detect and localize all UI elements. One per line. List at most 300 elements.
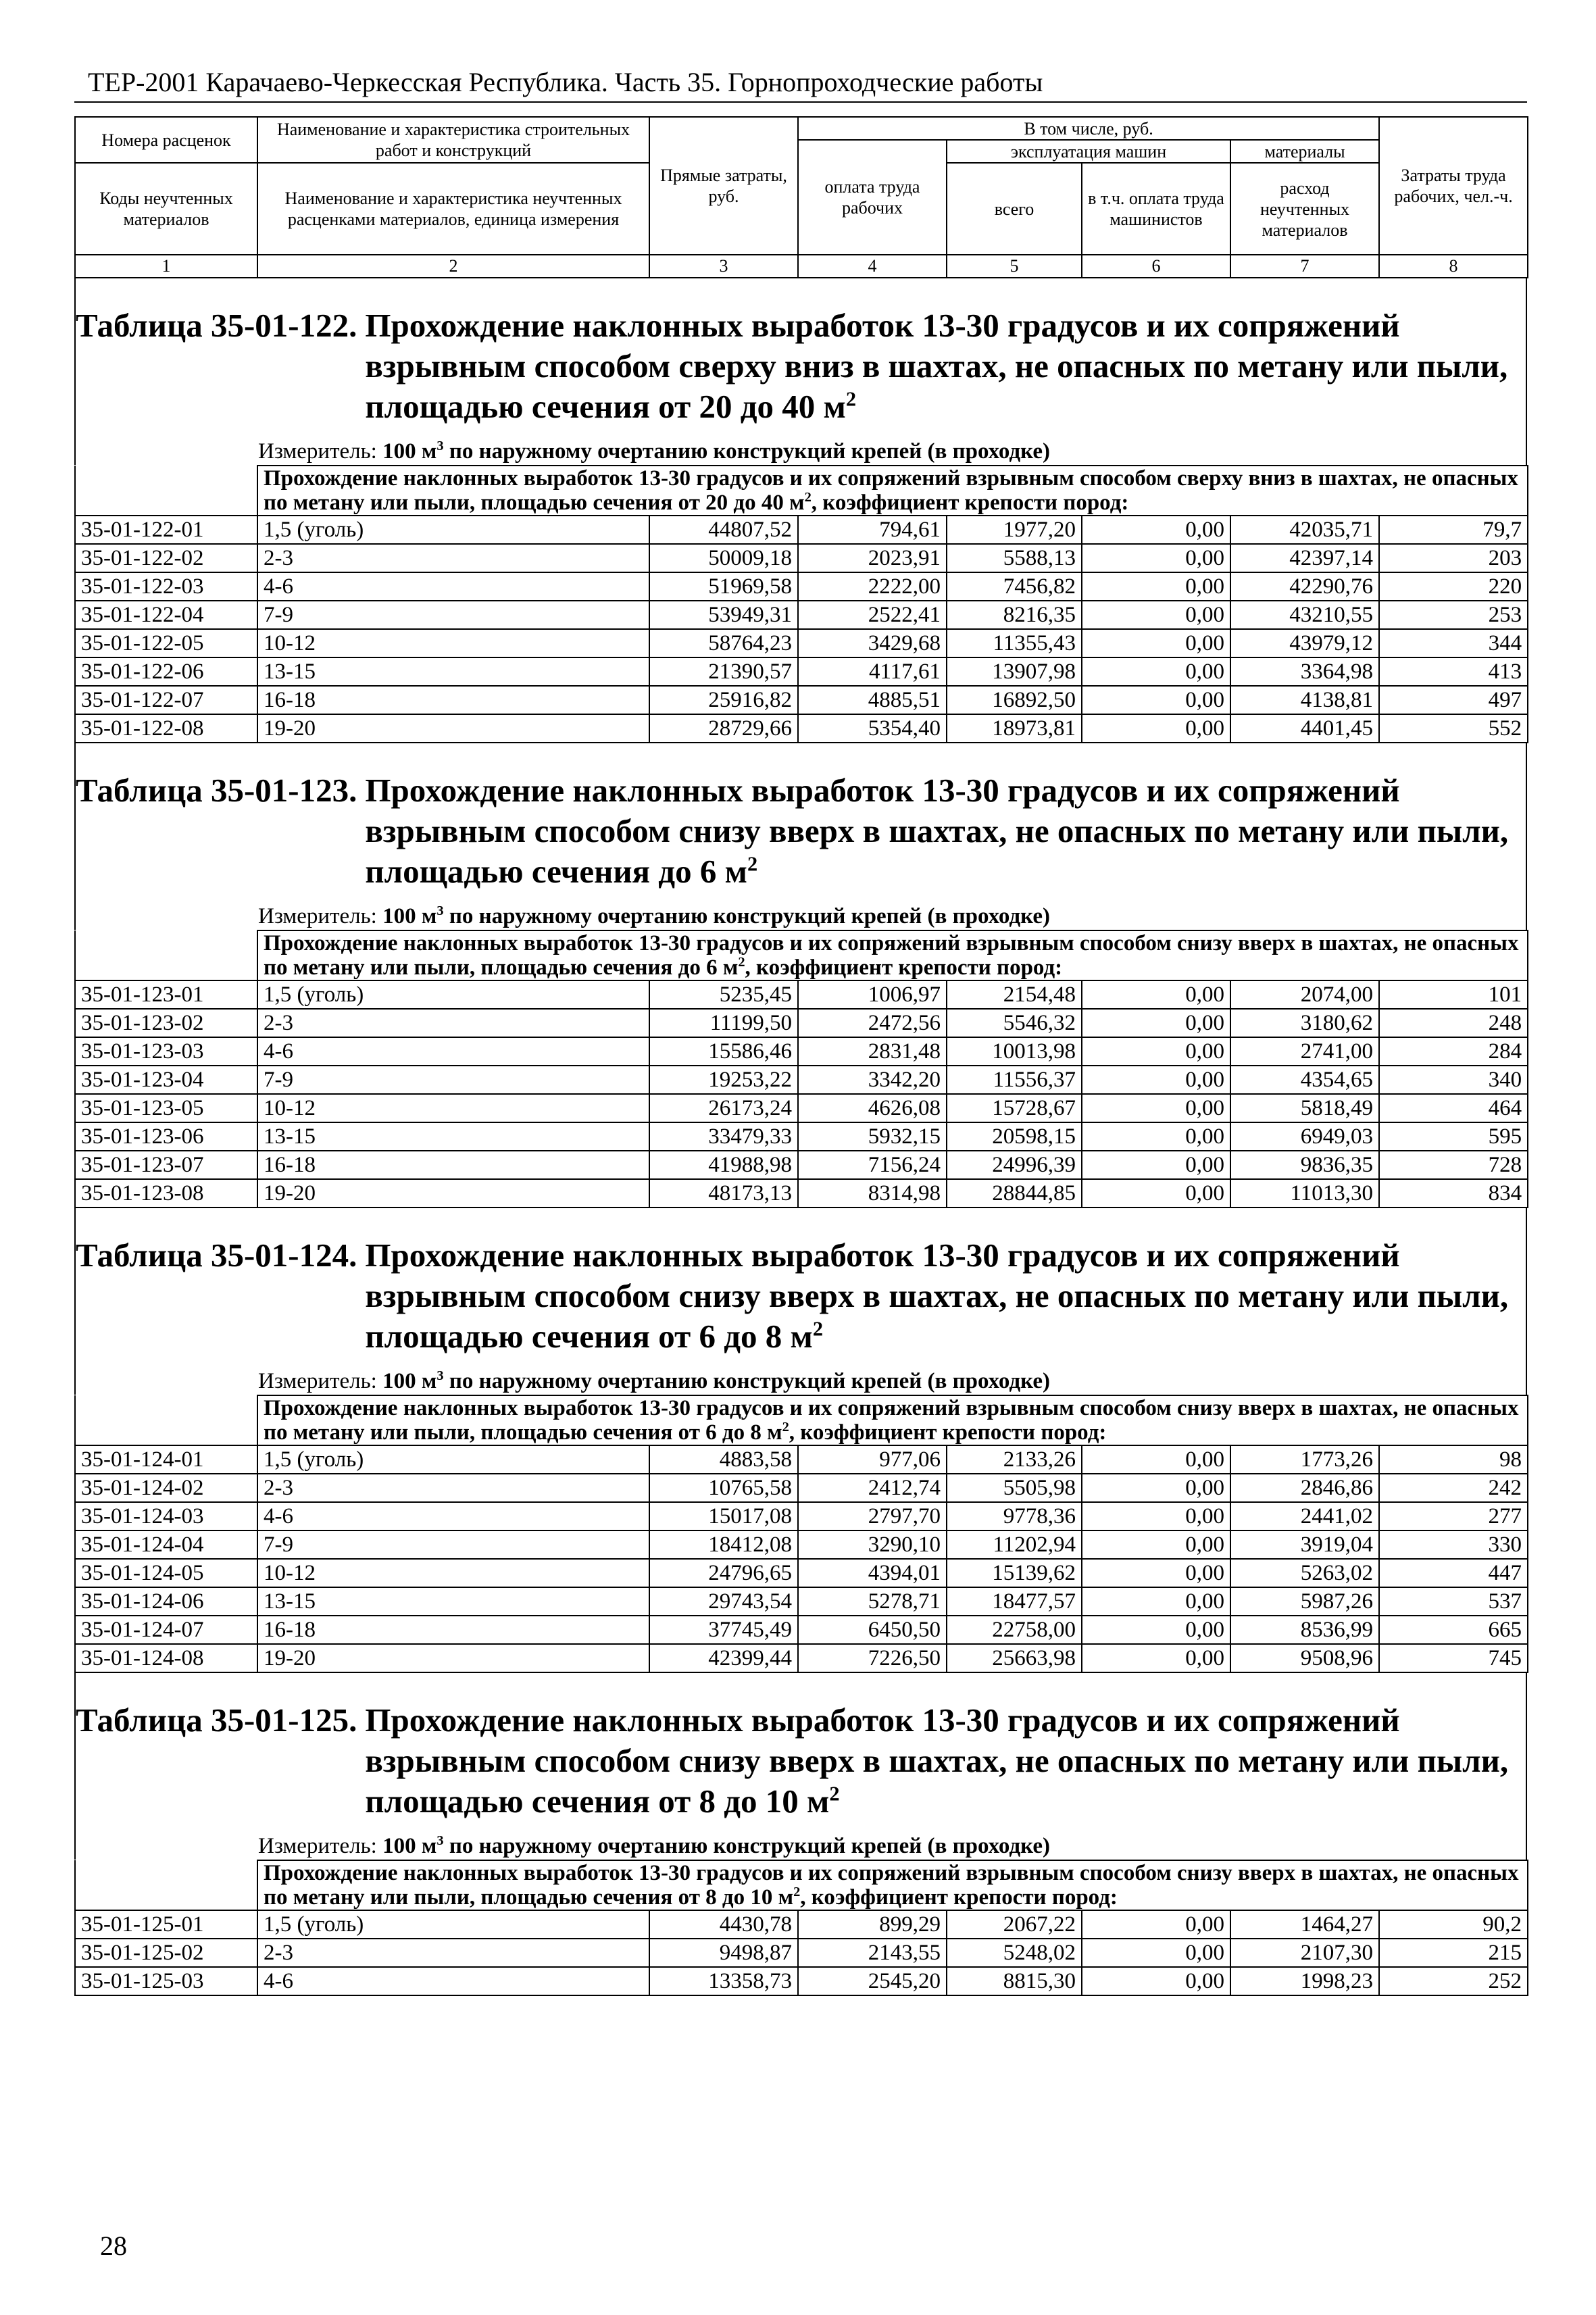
labor-hours-cell: 252: [1379, 1967, 1528, 1995]
rate-code-cell: 35-01-123-06: [75, 1122, 257, 1151]
direct-costs-cell: 15017,08: [649, 1502, 798, 1530]
rock-hardness-cell: 7-9: [257, 1066, 649, 1094]
operator-pay-cell: 0,00: [1082, 1939, 1230, 1967]
col-number: 6: [1082, 255, 1230, 278]
machine-total-cell: 11556,37: [947, 1066, 1082, 1094]
material-use-cell: 4138,81: [1230, 686, 1379, 714]
rate-code-cell: 35-01-124-06: [75, 1587, 257, 1616]
direct-costs-cell: 25916,82: [649, 686, 798, 714]
rock-hardness-cell: 2-3: [257, 544, 649, 572]
labor-hours-cell: 665: [1379, 1616, 1528, 1644]
col-header-materials: материалы: [1230, 140, 1379, 163]
rate-code-cell: 35-01-123-03: [75, 1037, 257, 1066]
labor-hours-cell: 344: [1379, 629, 1528, 657]
meter-unit: 100 м: [382, 1369, 437, 1393]
table-row: [75, 1910, 1528, 1939]
col-header-material-codes: Коды неучтенных материалов: [75, 163, 257, 255]
labor-hours-cell: 203: [1379, 544, 1528, 572]
meter-label: Измеритель:: [258, 1369, 383, 1393]
col-header-machine-ops: эксплуатация машин: [947, 140, 1230, 163]
rock-hardness-cell: 2-3: [257, 1939, 649, 1967]
direct-costs-cell: 21390,57: [649, 657, 798, 686]
rates-table: [74, 1395, 1528, 1673]
table-row: [75, 1474, 1528, 1502]
worker-pay-cell: 3342,20: [798, 1066, 947, 1094]
superscript: 2: [845, 387, 857, 411]
operator-pay-cell: 0,00: [1082, 686, 1230, 714]
direct-costs-cell: 4430,78: [649, 1910, 798, 1939]
col-header-material-names: Наименование и характеристика неучтенных расценками материалов, единица измерения: [257, 163, 649, 255]
labor-hours-cell: 215: [1379, 1939, 1528, 1967]
rate-code-cell: 35-01-122-07: [75, 686, 257, 714]
direct-costs-cell: 13358,73: [649, 1967, 798, 1995]
table-section: [74, 1673, 1527, 1860]
labor-hours-cell: 447: [1379, 1559, 1528, 1587]
superscript: 2: [782, 1420, 789, 1435]
rock-hardness-cell: 19-20: [257, 1179, 649, 1208]
rate-code-cell: 35-01-124-04: [75, 1530, 257, 1559]
direct-costs-cell: 41988,98: [649, 1151, 798, 1179]
rate-code-cell: 35-01-124-07: [75, 1616, 257, 1644]
table-title-text: Прохождение наклонных выработок 13-30 градусов и их сопряжений взрывным способом снизу вверх в шахтах, не опасных по метану или пыли, площадью сечения от 6 до 8 м: [365, 1237, 1509, 1355]
table-row: [75, 686, 1528, 714]
rate-code-cell: 35-01-124-03: [75, 1502, 257, 1530]
material-use-cell: 1773,26: [1230, 1445, 1379, 1474]
labor-hours-cell: 248: [1379, 1009, 1528, 1037]
parameter-description: Прохождение наклонных выработок 13-30 градусов и их сопряжений взрывным способом снизу вверх в шахтах, не опасных по метану или пыли, площадью сечения до 6 $м^2$, коэффициент крепости пород:: [257, 930, 1528, 980]
table-row: [75, 1939, 1528, 1967]
rate-code-cell: 35-01-124-05: [75, 1559, 257, 1587]
table-row: [75, 714, 1528, 743]
worker-pay-cell: 1006,97: [798, 980, 947, 1009]
material-use-cell: 2846,86: [1230, 1474, 1379, 1502]
labor-hours-cell: 220: [1379, 572, 1528, 601]
rate-code-cell: 35-01-122-04: [75, 601, 257, 629]
table-row: [75, 1445, 1528, 1474]
rate-code-cell: 35-01-124-08: [75, 1644, 257, 1672]
rate-code-cell: 35-01-123-01: [75, 980, 257, 1009]
column-header-table: [74, 116, 1528, 278]
machine-total-cell: 15139,62: [947, 1559, 1082, 1587]
operator-pay-cell: 0,00: [1082, 1502, 1230, 1530]
table-row: [75, 516, 1528, 544]
rates-table: [74, 465, 1528, 743]
material-use-cell: 6949,03: [1230, 1122, 1379, 1151]
meter-description: по наружному очертанию конструкций крепей (в проходке): [443, 1834, 1050, 1858]
col-number: 4: [798, 255, 947, 278]
labor-hours-cell: 284: [1379, 1037, 1528, 1066]
direct-costs-cell: 11199,50: [649, 1009, 798, 1037]
operator-pay-cell: 0,00: [1082, 1587, 1230, 1616]
unit-of-measure: [258, 903, 1526, 930]
unit-of-measure: [258, 1833, 1526, 1860]
table-number: Таблица 35-01-125.: [76, 1701, 357, 1739]
table-row: [75, 1151, 1528, 1179]
table-title-text: Прохождение наклонных выработок 13-30 градусов и их сопряжений взрывным способом сверху вниз в шахтах, не опасных по метану или пыли, площадью сечения от 20 до 40 м: [365, 307, 1508, 425]
direct-costs-cell: 19253,22: [649, 1066, 798, 1094]
rock-hardness-cell: 16-18: [257, 1151, 649, 1179]
operator-pay-cell: 0,00: [1082, 544, 1230, 572]
direct-costs-cell: 44807,52: [649, 516, 798, 544]
labor-hours-cell: 537: [1379, 1587, 1528, 1616]
operator-pay-cell: 0,00: [1082, 1037, 1230, 1066]
rate-code-cell: 35-01-122-06: [75, 657, 257, 686]
labor-hours-cell: 413: [1379, 657, 1528, 686]
meter-unit: 100 м: [382, 439, 437, 464]
material-use-cell: 8536,99: [1230, 1616, 1379, 1644]
machine-total-cell: 13907,98: [947, 657, 1082, 686]
worker-pay-cell: 2143,55: [798, 1939, 947, 1967]
operator-pay-cell: 0,00: [1082, 657, 1230, 686]
rate-code-cell: 35-01-125-01: [75, 1910, 257, 1939]
material-use-cell: 9508,96: [1230, 1644, 1379, 1672]
worker-pay-cell: 2797,70: [798, 1502, 947, 1530]
operator-pay-cell: 0,00: [1082, 1530, 1230, 1559]
rate-code-cell: 35-01-123-08: [75, 1179, 257, 1208]
table-row: [75, 980, 1528, 1009]
table-row: [75, 1094, 1528, 1122]
machine-total-cell: 8216,35: [947, 601, 1082, 629]
rate-code-cell: 35-01-122-02: [75, 544, 257, 572]
col-header-including: В том числе, руб.: [798, 117, 1379, 140]
labor-hours-cell: 728: [1379, 1151, 1528, 1179]
operator-pay-cell: 0,00: [1082, 1967, 1230, 1995]
machine-total-cell: 22758,00: [947, 1616, 1082, 1644]
direct-costs-cell: 33479,33: [649, 1122, 798, 1151]
header-rule: [74, 101, 1527, 103]
worker-pay-cell: 5932,15: [798, 1122, 947, 1151]
machine-total-cell: 28844,85: [947, 1179, 1082, 1208]
page-number: 28: [100, 2231, 127, 2261]
col-header-operator-pay: в т.ч. оплата труда машинистов: [1082, 163, 1230, 255]
col-header-machine-total: всего: [947, 163, 1082, 255]
table-title-text: Прохождение наклонных выработок 13-30 градусов и их сопряжений взрывным способом снизу вверх в шахтах, не опасных по метану или пыли, площадью сечения до 6 м: [365, 772, 1509, 890]
parameter-description: Прохождение наклонных выработок 13-30 градусов и их сопряжений взрывным способом сверху вниз в шахтах, не опасных по метану или пыли, площадью сечения от 20 до 40 $м^2$, коэффициент крепости пород:: [257, 466, 1528, 516]
worker-pay-cell: 899,29: [798, 1910, 947, 1939]
worker-pay-cell: 5278,71: [798, 1587, 947, 1616]
table-row: [75, 657, 1528, 686]
superscript: 3: [437, 1368, 444, 1383]
machine-total-cell: 5588,13: [947, 544, 1082, 572]
operator-pay-cell: 0,00: [1082, 1179, 1230, 1208]
table-row: [75, 1066, 1528, 1094]
operator-pay-cell: 0,00: [1082, 1066, 1230, 1094]
rate-code-cell: 35-01-123-04: [75, 1066, 257, 1094]
table-row: [75, 1616, 1528, 1644]
labor-hours-cell: 277: [1379, 1502, 1528, 1530]
rock-hardness-cell: 2-3: [257, 1474, 649, 1502]
labor-hours-cell: 98: [1379, 1445, 1528, 1474]
worker-pay-cell: 8314,98: [798, 1179, 947, 1208]
rock-hardness-cell: 4-6: [257, 1502, 649, 1530]
material-use-cell: 43979,12: [1230, 629, 1379, 657]
table-number: Таблица 35-01-123.: [76, 772, 357, 809]
machine-total-cell: 8815,30: [947, 1967, 1082, 1995]
rate-code-cell: 35-01-123-02: [75, 1009, 257, 1037]
table-row: [75, 1559, 1528, 1587]
meter-description: по наружному очертанию конструкций крепей (в проходке): [443, 1369, 1050, 1393]
rock-hardness-cell: 7-9: [257, 601, 649, 629]
material-use-cell: 2107,30: [1230, 1939, 1379, 1967]
table-section: [74, 1208, 1527, 1395]
worker-pay-cell: 5354,40: [798, 714, 947, 743]
labor-hours-cell: 745: [1379, 1644, 1528, 1672]
table-row: [75, 601, 1528, 629]
machine-total-cell: 10013,98: [947, 1037, 1082, 1066]
rock-hardness-cell: 1,5 (уголь): [257, 1445, 649, 1474]
labor-hours-cell: 464: [1379, 1094, 1528, 1122]
superscript: 3: [437, 1833, 444, 1848]
direct-costs-cell: 26173,24: [649, 1094, 798, 1122]
material-use-cell: 1464,27: [1230, 1910, 1379, 1939]
material-use-cell: 42290,76: [1230, 572, 1379, 601]
superscript: 2: [738, 955, 745, 970]
labor-hours-cell: 90,2: [1379, 1910, 1528, 1939]
operator-pay-cell: 0,00: [1082, 1122, 1230, 1151]
material-use-cell: 2741,00: [1230, 1037, 1379, 1066]
parameter-row: [75, 930, 1528, 980]
worker-pay-cell: 794,61: [798, 516, 947, 544]
operator-pay-cell: 0,00: [1082, 1009, 1230, 1037]
direct-costs-cell: 50009,18: [649, 544, 798, 572]
worker-pay-cell: 4394,01: [798, 1559, 947, 1587]
parameter-row: [75, 1395, 1528, 1445]
meter-description: по наружному очертанию конструкций крепей (в проходке): [443, 904, 1050, 928]
worker-pay-cell: 3429,68: [798, 629, 947, 657]
col-number: 1: [75, 255, 257, 278]
unit-of-measure: [258, 1368, 1526, 1395]
col-number: 7: [1230, 255, 1379, 278]
labor-hours-cell: 101: [1379, 980, 1528, 1009]
material-use-cell: 9836,35: [1230, 1151, 1379, 1179]
operator-pay-cell: 0,00: [1082, 1094, 1230, 1122]
operator-pay-cell: 0,00: [1082, 1474, 1230, 1502]
machine-total-cell: 5505,98: [947, 1474, 1082, 1502]
worker-pay-cell: 7156,24: [798, 1151, 947, 1179]
rates-table: [74, 1860, 1528, 1996]
operator-pay-cell: 0,00: [1082, 601, 1230, 629]
table-row: [75, 1009, 1528, 1037]
table-number: Таблица 35-01-122.: [76, 307, 357, 344]
meter-label: Измеритель:: [258, 1834, 383, 1858]
rock-hardness-cell: 4-6: [257, 1037, 649, 1066]
page-header: ТЕР-2001 Карачаево-Черкесская Республика. Часть 35. Горнопроходческие работы: [88, 67, 1043, 97]
machine-total-cell: 2154,48: [947, 980, 1082, 1009]
rate-code-cell: 35-01-125-03: [75, 1967, 257, 1995]
col-number: 8: [1379, 255, 1528, 278]
direct-costs-cell: 58764,23: [649, 629, 798, 657]
labor-hours-cell: 834: [1379, 1179, 1528, 1208]
direct-costs-cell: 37745,49: [649, 1616, 798, 1644]
material-use-cell: 11013,30: [1230, 1179, 1379, 1208]
machine-total-cell: 2133,26: [947, 1445, 1082, 1474]
machine-total-cell: 7456,82: [947, 572, 1082, 601]
worker-pay-cell: 977,06: [798, 1445, 947, 1474]
worker-pay-cell: 6450,50: [798, 1616, 947, 1644]
col-header-direct-costs: Прямые затраты, руб.: [649, 117, 798, 255]
direct-costs-cell: 5235,45: [649, 980, 798, 1009]
superscript: 2: [747, 852, 758, 876]
operator-pay-cell: 0,00: [1082, 1559, 1230, 1587]
material-use-cell: 5818,49: [1230, 1094, 1379, 1122]
operator-pay-cell: 0,00: [1082, 629, 1230, 657]
material-use-cell: 43210,55: [1230, 601, 1379, 629]
rock-hardness-cell: 13-15: [257, 1122, 649, 1151]
table-title: [76, 770, 1526, 892]
operator-pay-cell: 0,00: [1082, 980, 1230, 1009]
operator-pay-cell: 0,00: [1082, 1616, 1230, 1644]
material-use-cell: 3919,04: [1230, 1530, 1379, 1559]
rock-hardness-cell: 4-6: [257, 1967, 649, 1995]
material-use-cell: 2074,00: [1230, 980, 1379, 1009]
machine-total-cell: 20598,15: [947, 1122, 1082, 1151]
superscript: 3: [437, 903, 444, 918]
machine-total-cell: 18973,81: [947, 714, 1082, 743]
direct-costs-cell: 15586,46: [649, 1037, 798, 1066]
material-use-cell: 1998,23: [1230, 1967, 1379, 1995]
superscript: 3: [437, 439, 444, 453]
rate-code-cell: 35-01-122-05: [75, 629, 257, 657]
operator-pay-cell: 0,00: [1082, 714, 1230, 743]
machine-total-cell: 5546,32: [947, 1009, 1082, 1037]
material-use-cell: 4354,65: [1230, 1066, 1379, 1094]
table-row: [75, 1037, 1528, 1066]
table-title: [76, 1700, 1526, 1822]
parameter-description: Прохождение наклонных выработок 13-30 градусов и их сопряжений взрывным способом снизу вверх в шахтах, не опасных по метану или пыли, площадью сечения от 8 до 10 $м^2$, коэффициент крепости пород:: [257, 1860, 1528, 1910]
parameter-description: Прохождение наклонных выработок 13-30 градусов и их сопряжений взрывным способом снизу вверх в шахтах, не опасных по метану или пыли, площадью сечения от 6 до 8 $м^2$, коэффициент крепости пород:: [257, 1395, 1528, 1445]
direct-costs-cell: 4883,58: [649, 1445, 798, 1474]
direct-costs-cell: 28729,66: [649, 714, 798, 743]
table-title: [76, 305, 1526, 427]
worker-pay-cell: 4117,61: [798, 657, 947, 686]
table-number: Таблица 35-01-124.: [76, 1237, 357, 1274]
material-use-cell: 2441,02: [1230, 1502, 1379, 1530]
direct-costs-cell: 18412,08: [649, 1530, 798, 1559]
col-header-work-name: Наименование и характеристика строительных работ и конструкций: [257, 117, 649, 163]
material-use-cell: 42397,14: [1230, 544, 1379, 572]
machine-total-cell: 11202,94: [947, 1530, 1082, 1559]
table-row: [75, 1967, 1528, 1995]
machine-total-cell: 24996,39: [947, 1151, 1082, 1179]
material-use-cell: 5987,26: [1230, 1587, 1379, 1616]
rock-hardness-cell: 7-9: [257, 1530, 649, 1559]
rock-hardness-cell: 1,5 (уголь): [257, 516, 649, 544]
col-number: 5: [947, 255, 1082, 278]
machine-total-cell: 25663,98: [947, 1644, 1082, 1672]
table-row: [75, 1122, 1528, 1151]
rock-hardness-cell: 13-15: [257, 1587, 649, 1616]
machine-total-cell: 11355,43: [947, 629, 1082, 657]
machine-total-cell: 1977,20: [947, 516, 1082, 544]
col-header-labor-hours: Затраты труда рабочих, чел.-ч.: [1379, 117, 1528, 255]
direct-costs-cell: 48173,13: [649, 1179, 798, 1208]
direct-costs-cell: 24796,65: [649, 1559, 798, 1587]
operator-pay-cell: 0,00: [1082, 1910, 1230, 1939]
worker-pay-cell: 4885,51: [798, 686, 947, 714]
table-row: [75, 1530, 1528, 1559]
labor-hours-cell: 340: [1379, 1066, 1528, 1094]
worker-pay-cell: 2222,00: [798, 572, 947, 601]
worker-pay-cell: 2831,48: [798, 1037, 947, 1066]
worker-pay-cell: 2412,74: [798, 1474, 947, 1502]
superscript: 2: [812, 1317, 824, 1341]
operator-pay-cell: 0,00: [1082, 572, 1230, 601]
worker-pay-cell: 4626,08: [798, 1094, 947, 1122]
rate-code-cell: 35-01-122-08: [75, 714, 257, 743]
material-use-cell: 42035,71: [1230, 516, 1379, 544]
machine-total-cell: 2067,22: [947, 1910, 1082, 1939]
rock-hardness-cell: 10-12: [257, 1094, 649, 1122]
direct-costs-cell: 53949,31: [649, 601, 798, 629]
worker-pay-cell: 2472,56: [798, 1009, 947, 1037]
rock-hardness-cell: 1,5 (уголь): [257, 980, 649, 1009]
rock-hardness-cell: 10-12: [257, 629, 649, 657]
rate-code-cell: 35-01-124-02: [75, 1474, 257, 1502]
labor-hours-cell: 497: [1379, 686, 1528, 714]
labor-hours-cell: 253: [1379, 601, 1528, 629]
col-header-worker-pay: оплата труда рабочих: [798, 140, 947, 255]
operator-pay-cell: 0,00: [1082, 516, 1230, 544]
direct-costs-cell: 29743,54: [649, 1587, 798, 1616]
direct-costs-cell: 42399,44: [649, 1644, 798, 1672]
direct-costs-cell: 9498,87: [649, 1939, 798, 1967]
rate-code-cell: 35-01-125-02: [75, 1939, 257, 1967]
table-title: [76, 1235, 1526, 1357]
operator-pay-cell: 0,00: [1082, 1151, 1230, 1179]
superscript: 2: [793, 1885, 801, 1899]
rock-hardness-cell: 1,5 (уголь): [257, 1910, 649, 1939]
meter-unit: 100 м: [382, 904, 437, 928]
rate-code-cell: 35-01-123-07: [75, 1151, 257, 1179]
meter-unit: 100 м: [382, 1834, 437, 1858]
labor-hours-cell: 330: [1379, 1530, 1528, 1559]
operator-pay-cell: 0,00: [1082, 1644, 1230, 1672]
table-row: [75, 1587, 1528, 1616]
labor-hours-cell: 79,7: [1379, 516, 1528, 544]
labor-hours-cell: 242: [1379, 1474, 1528, 1502]
meter-label: Измеритель:: [258, 904, 383, 928]
direct-costs-cell: 51969,58: [649, 572, 798, 601]
worker-pay-cell: 2545,20: [798, 1967, 947, 1995]
col-header-rate-number: Номера расценок: [75, 117, 257, 163]
rock-hardness-cell: 16-18: [257, 686, 649, 714]
rock-hardness-cell: 19-20: [257, 1644, 649, 1672]
table-row: [75, 572, 1528, 601]
worker-pay-cell: 3290,10: [798, 1530, 947, 1559]
labor-hours-cell: 595: [1379, 1122, 1528, 1151]
table-title-text: Прохождение наклонных выработок 13-30 градусов и их сопряжений взрывным способом снизу вверх в шахтах, не опасных по метану или пыли, площадью сечения от 8 до 10 м: [365, 1701, 1509, 1820]
labor-hours-cell: 552: [1379, 714, 1528, 743]
machine-total-cell: 9778,36: [947, 1502, 1082, 1530]
rate-code-cell: 35-01-123-05: [75, 1094, 257, 1122]
rock-hardness-cell: 10-12: [257, 1559, 649, 1587]
worker-pay-cell: 7226,50: [798, 1644, 947, 1672]
table-row: [75, 1644, 1528, 1672]
meter-label: Измеритель:: [258, 439, 383, 464]
material-use-cell: 5263,02: [1230, 1559, 1379, 1587]
machine-total-cell: 15728,67: [947, 1094, 1082, 1122]
unit-of-measure: [258, 438, 1526, 465]
table-section: [74, 278, 1527, 465]
superscript: 2: [829, 1782, 840, 1806]
meter-description: по наружному очертанию конструкций крепей (в проходке): [443, 439, 1050, 464]
table-section: [74, 743, 1527, 930]
rock-hardness-cell: 2-3: [257, 1009, 649, 1037]
parameter-row: [75, 466, 1528, 516]
material-use-cell: 3180,62: [1230, 1009, 1379, 1037]
parameter-row: [75, 1860, 1528, 1910]
col-number: 2: [257, 255, 649, 278]
